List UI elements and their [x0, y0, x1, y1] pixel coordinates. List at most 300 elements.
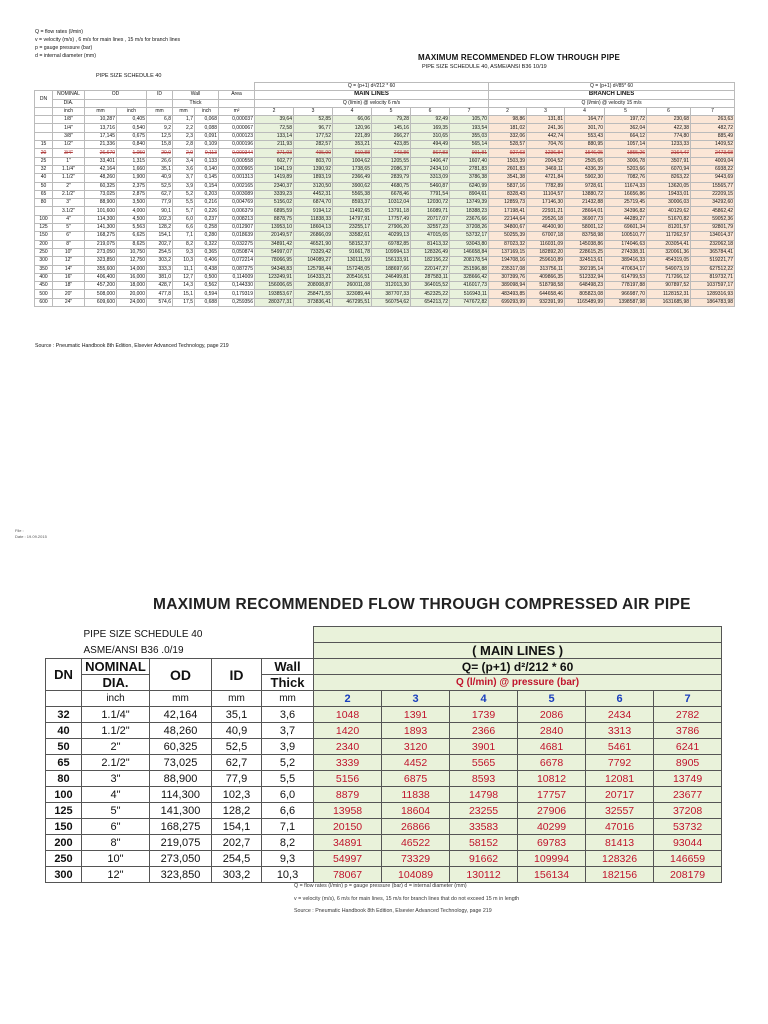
image-table-cell: 3,7	[262, 723, 314, 739]
table-row	[35, 190, 735, 198]
table-cell: 9,3	[173, 248, 195, 256]
table-cell: 21432,88	[565, 199, 605, 207]
table-cell: 20"	[53, 290, 85, 298]
image-table-row	[46, 851, 722, 867]
table-cell: 3313,09	[411, 174, 450, 182]
table-cell: 3.1/2"	[53, 207, 85, 215]
table-cell: 92801,79	[691, 224, 735, 232]
image-table-cell: 3120	[382, 739, 450, 755]
table-cell: 20,000	[117, 290, 147, 298]
image-table-cell: 7,1	[262, 819, 314, 835]
image-table-cell: 13958	[314, 803, 382, 819]
img-h-wall: Wall	[262, 659, 314, 675]
table-cell: 362,04	[605, 124, 647, 132]
image-table-cell: 40,9	[212, 723, 262, 739]
img-h-thick: Thick	[262, 675, 314, 691]
u-inch: inch	[53, 107, 85, 115]
table-cell: 100510,77	[605, 232, 647, 240]
table-cell: 574,6	[147, 298, 173, 306]
table-cell: 353,21	[333, 141, 372, 149]
image-table-cell: 54997	[314, 851, 382, 867]
table-cell: 221,89	[333, 132, 372, 140]
u-area: m²	[219, 107, 255, 115]
table-cell: 483493,85	[489, 290, 527, 298]
table-cell: 25719,45	[605, 199, 647, 207]
table-cell: 282,57	[294, 141, 333, 149]
image-table-cell: 20717	[586, 787, 654, 803]
table-cell: 109994,13	[372, 248, 411, 256]
image-table-cell: 40299	[518, 819, 586, 835]
table-cell: 400	[35, 273, 53, 281]
image-table-cell: 4452	[382, 755, 450, 771]
image-table-cell: 2840	[518, 723, 586, 739]
schedule-label: PIPE SIZE SCHEDULE 40	[96, 73, 162, 79]
img-sched1: PIPE SIZE SCHEDULE 40	[83, 629, 203, 640]
branch-sub: Q (l/min) @ velocity 15 m/s	[489, 99, 735, 107]
img-u-mm3: mm	[262, 691, 314, 707]
image-table-cell: 5,2	[262, 755, 314, 771]
table-cell: 4009,04	[691, 157, 735, 165]
table-cell: 137169,15	[489, 248, 527, 256]
table-cell: 47015,65	[411, 232, 450, 240]
table-cell: 15,1	[173, 290, 195, 298]
table-cell: 19433,01	[647, 190, 691, 198]
table-cell: 35,1	[147, 165, 173, 173]
image-table-row	[46, 803, 722, 819]
image-table-cell: 3313	[586, 723, 654, 739]
table-cell: 104089,27	[294, 257, 333, 265]
table-cell: 0,140	[195, 165, 219, 173]
table-cell: 200	[35, 240, 53, 248]
h-thick: Thick	[173, 99, 219, 107]
table-cell: 7791,54	[411, 190, 450, 198]
table-cell: 1738,65	[333, 165, 372, 173]
table-cell: 78066,95	[255, 257, 294, 265]
table-cell: 29526,18	[527, 215, 565, 223]
image-table-cell: 4"	[82, 787, 150, 803]
table-cell: 16"	[53, 273, 85, 281]
image-table-cell: 65	[46, 755, 82, 771]
note-d: d = internal diameter (mm)	[35, 53, 96, 59]
image-table-cell: 250	[46, 851, 82, 867]
image-table-cell: 69783	[518, 835, 586, 851]
table-cell: 8878,75	[255, 215, 294, 223]
image-table-row	[46, 755, 722, 771]
table-cell: 203054,41	[647, 240, 691, 248]
image-table-cell: 3901	[450, 739, 518, 755]
image-table-cell: 52,5	[212, 739, 262, 755]
table-cell: 477,8	[147, 290, 173, 298]
table-cell: 2505,65	[565, 157, 605, 165]
table-cell: 1.1/4"	[53, 165, 85, 173]
table-cell: 428,7	[147, 282, 173, 290]
table-cell: 778197,88	[605, 282, 647, 290]
table-cell: 120,96	[333, 124, 372, 132]
main-pressure-5: 5	[372, 107, 411, 115]
table-cell: 83758,98	[565, 232, 605, 240]
table-cell: 2434,10	[411, 165, 450, 173]
image-table-cell: 32	[46, 707, 82, 723]
table-cell: 40,9	[147, 174, 173, 182]
table-cell: 16,000	[117, 273, 147, 281]
table-cell: 0,259356	[219, 298, 255, 306]
table-cell: 101,600	[85, 207, 117, 215]
image-table-cell: 3339	[314, 755, 382, 771]
table-cell: 197,72	[605, 116, 647, 124]
table-cell: 2004,52	[527, 157, 565, 165]
table-cell: 211,93	[255, 141, 294, 149]
embedded-table-image	[45, 626, 721, 881]
table-cell: 5565,38	[333, 190, 372, 198]
image-table-cell: 35,1	[212, 707, 262, 723]
table-cell: 8263,22	[647, 174, 691, 182]
table-cell: 747672,82	[450, 298, 489, 306]
table-cell: 6678,46	[372, 190, 411, 198]
table-cell: 1893,19	[294, 174, 333, 182]
h-id: ID	[147, 91, 173, 99]
table-cell: 230,68	[647, 116, 691, 124]
image-table-cell: 6,0	[262, 787, 314, 803]
image-table-cell: 12"	[82, 867, 150, 883]
table-cell: 323,850	[85, 257, 117, 265]
table-cell: 8,625	[117, 240, 147, 248]
table-cell: 743,86	[372, 149, 411, 157]
img-formula: Q= (p+1) d²/212 * 60	[314, 659, 722, 675]
table-cell: 22144,64	[489, 215, 527, 223]
caption-3: Source : Pneumatic Handbook 8th Edition, Elsevier Advanced Technology, page 219	[294, 908, 492, 914]
table-cell: 220147,27	[411, 265, 450, 273]
table-cell: 15	[35, 141, 53, 149]
img-h-od: OD	[150, 659, 212, 691]
image-table-cell: 200	[46, 835, 82, 851]
table-cell: 867,83	[411, 149, 450, 157]
table-cell: 1,050	[117, 149, 147, 157]
main-pressure-4: 4	[333, 107, 372, 115]
table-cell: 1607,40	[450, 157, 489, 165]
image-table-cell: 62,7	[212, 755, 262, 771]
table-cell: 21,336	[85, 141, 117, 149]
img-pressure-6: 6	[586, 691, 654, 707]
table-cell: 0,113	[195, 149, 219, 157]
image-table-cell: 5565	[450, 755, 518, 771]
table-cell: 11838,33	[294, 215, 333, 223]
table-cell: 333,3	[147, 265, 173, 273]
table-cell: 73,025	[85, 190, 117, 198]
img-h-id: ID	[212, 659, 262, 691]
table-cell: 92,49	[411, 116, 450, 124]
image-table-cell: 6,6	[262, 803, 314, 819]
table-cell: 0,000067	[219, 124, 255, 132]
table-cell: 416017,73	[450, 282, 489, 290]
table-cell: 141,300	[85, 224, 117, 232]
image-table-cell: 154,1	[212, 819, 262, 835]
table-cell: 6895,59	[255, 207, 294, 215]
image-table-cell: 1420	[314, 723, 382, 739]
sheet-title: MAXIMUM RECOMMENDED FLOW THROUGH PIPE	[418, 53, 621, 62]
image-table-cell: 26866	[382, 819, 450, 835]
table-row	[35, 290, 735, 298]
table-cell: 182156,22	[411, 257, 450, 265]
table-cell: 0,091	[195, 132, 219, 140]
image-table-cell: 3"	[82, 771, 150, 787]
table-cell: 3,500	[117, 199, 147, 207]
table-cell: 5,563	[117, 224, 147, 232]
table-row	[35, 265, 735, 273]
table-cell: 219,075	[85, 240, 117, 248]
table-cell: 4,000	[117, 207, 147, 215]
table-cell: 300	[35, 257, 53, 265]
table-cell: 4"	[53, 215, 85, 223]
image-table-cell: 3,9	[262, 739, 314, 755]
table-cell: 0,000123	[219, 132, 255, 140]
table-cell: 145,16	[372, 124, 411, 132]
img-main-lines: ( MAIN LINES )	[314, 643, 722, 659]
image-table-cell: 3786	[654, 723, 722, 739]
table-cell: 2,875	[117, 190, 147, 198]
table-cell: 880,95	[565, 141, 605, 149]
table-cell: 3786,38	[450, 174, 489, 182]
table-cell: 805823,08	[565, 290, 605, 298]
table-cell: 512332,94	[565, 273, 605, 281]
table-cell: 3900,62	[333, 182, 372, 190]
table-cell: 614799,53	[605, 273, 647, 281]
table-cell: 8593,37	[333, 199, 372, 207]
table-cell: 0,068	[195, 116, 219, 124]
table-cell: 16656,86	[605, 190, 647, 198]
image-table-cell: 60,325	[150, 739, 212, 755]
table-cell: 5902,30	[565, 174, 605, 182]
table-cell: 10,287	[85, 116, 117, 124]
table-cell: 2,9	[173, 149, 195, 157]
image-table-cell: 46522	[382, 835, 450, 851]
table-cell: 0,001313	[219, 174, 255, 182]
table-cell: 20717,07	[411, 215, 450, 223]
image-table-cell: 1739	[450, 707, 518, 723]
image-title: MAXIMUM RECOMMENDED FLOW THROUGH COMPRESSED AIR PIPE	[153, 596, 691, 613]
table-cell: 1.1/2"	[53, 174, 85, 182]
table-cell: 15,8	[147, 141, 173, 149]
table-cell: 0,032275	[219, 240, 255, 248]
image-table-cell: 13749	[654, 771, 722, 787]
table-cell: 0,008213	[219, 215, 255, 223]
table-cell: 0,594	[195, 290, 219, 298]
image-table-cell: 2434	[586, 707, 654, 723]
h-area: Area	[219, 91, 255, 99]
image-table-cell: 219,075	[150, 835, 212, 851]
table-cell: 72,58	[255, 124, 294, 132]
image-table-cell: 23255	[450, 803, 518, 819]
table-row	[35, 215, 735, 223]
image-table-cell: 50	[46, 739, 82, 755]
table-cell: 3541,38	[489, 174, 527, 182]
table-cell: 0,405	[117, 116, 147, 124]
table-cell: 1855,26	[605, 149, 647, 157]
main-pressure-6: 6	[411, 107, 450, 115]
table-cell: 819732,71	[691, 273, 735, 281]
table-cell: 500	[35, 290, 53, 298]
table-cell: 235317,08	[489, 265, 527, 273]
image-captions	[294, 880, 519, 918]
table-cell: 774,80	[647, 132, 691, 140]
table-cell: 23676,66	[450, 215, 489, 223]
image-table-cell: 4681	[518, 739, 586, 755]
image-table-cell: 6241	[654, 739, 722, 755]
table-cell: 0,018639	[219, 232, 255, 240]
image-table-cell: 5,5	[262, 771, 314, 787]
table-cell: 885,49	[691, 132, 735, 140]
table-cell: 11104,57	[527, 190, 565, 198]
table-cell: 263,63	[691, 116, 735, 124]
table-cell: 28664,01	[565, 207, 605, 215]
table-cell: 266,27	[372, 132, 411, 140]
table-cell: 44289,27	[605, 215, 647, 223]
table-cell: 565,14	[450, 141, 489, 149]
table-cell: 6938,22	[691, 165, 735, 173]
table-cell: 79,28	[372, 116, 411, 124]
img-u-inch: inch	[82, 691, 150, 707]
table-cell: 194708,16	[489, 257, 527, 265]
table-cell: 0,144330	[219, 282, 255, 290]
table-cell: 6"	[53, 232, 85, 240]
branch-pressure-3: 3	[527, 107, 565, 115]
table-cell: 423,85	[372, 141, 411, 149]
date-label: Date : 19.09.2015	[15, 534, 47, 539]
table-cell: 528,57	[489, 141, 527, 149]
table-cell: 0,114009	[219, 273, 255, 281]
table-cell: 156006,65	[255, 282, 294, 290]
table-cell: 48,260	[85, 174, 117, 182]
table-cell: 328666,42	[450, 273, 489, 281]
table-cell: 5156,02	[255, 199, 294, 207]
flow-table	[34, 82, 735, 307]
table-cell: 0,322	[195, 240, 219, 248]
table-cell: 0,145	[195, 174, 219, 182]
table-cell: 0,088	[195, 124, 219, 132]
table-cell: 145038,86	[565, 240, 605, 248]
table-cell: 62,7	[147, 190, 173, 198]
image-table-cell: 1893	[382, 723, 450, 739]
table-cell: 0,133	[195, 157, 219, 165]
table-cell: 1409,52	[691, 141, 735, 149]
table-cell: 2086,37	[372, 165, 411, 173]
table-cell: 7082,76	[605, 174, 647, 182]
table-cell: 26,6	[147, 157, 173, 165]
image-table-cell: 7792	[586, 755, 654, 771]
main-pressure-3: 3	[294, 107, 333, 115]
table-cell: 208178,54	[450, 257, 489, 265]
main-lines-label: MAIN LINES	[255, 91, 489, 99]
table-cell: 452325,22	[411, 290, 450, 298]
table-cell: 966987,70	[605, 290, 647, 298]
table-cell: 102,3	[147, 215, 173, 223]
sheet-subtitle: PIPE SIZE SCHEDULE 40, ASME/ANSI B36 10/19	[422, 64, 547, 70]
table-cell: 6,8	[147, 116, 173, 124]
table-cell: 2473,68	[691, 149, 735, 157]
table-cell: 332,06	[489, 132, 527, 140]
h-dn: DN	[35, 91, 53, 108]
image-table-cell: 5156	[314, 771, 382, 787]
table-cell: 0,840	[117, 141, 147, 149]
u-mm2: mm	[147, 107, 173, 115]
definitions-notes	[35, 28, 180, 60]
image-table-cell: 323,850	[150, 867, 212, 883]
table-cell: 932391,99	[527, 298, 565, 306]
table-cell: 81201,57	[647, 224, 691, 232]
image-table-cell: 48,260	[150, 723, 212, 739]
image-table-cell: 104089	[382, 867, 450, 883]
table-cell: 33582,61	[333, 232, 372, 240]
table-cell: 46521,90	[294, 240, 333, 248]
caption-2: v = velocity (m/s), 6 m/s for main lines, 15 m/s for branch lines that do not exceed 15 m in length	[294, 895, 520, 902]
table-cell: 6874,70	[294, 199, 333, 207]
table-cell: 8328,43	[489, 190, 527, 198]
table-cell: 1398587,98	[605, 298, 647, 306]
table-cell: 6,625	[117, 232, 147, 240]
table-cell: 495,90	[294, 149, 333, 157]
img-u-mm: mm	[150, 691, 212, 707]
image-table-cell: 303,2	[212, 867, 262, 883]
table-cell: 927,63	[489, 149, 527, 157]
table-cell: 704,76	[527, 141, 565, 149]
image-table-cell: 109994	[518, 851, 586, 867]
table-cell: 0,365	[195, 248, 219, 256]
image-table-cell: 125	[46, 803, 82, 819]
table-cell: 2340,37	[255, 182, 294, 190]
table-cell: 116031,09	[527, 240, 565, 248]
table-cell: 2781,83	[450, 165, 489, 173]
table-cell: 324513,61	[565, 257, 605, 265]
table-cell: 381,0	[147, 273, 173, 281]
table-row	[35, 232, 735, 240]
table-cell: 246499,81	[372, 273, 411, 281]
source-note: Source : Pneumatic Handbook 8th Edition, Elsevier Advanced Technology, page 219	[35, 343, 229, 349]
table-cell: 10,3	[173, 257, 195, 265]
image-table-cell: 73329	[382, 851, 450, 867]
branch-pressure-6: 6	[647, 107, 691, 115]
image-table-cell: 53732	[654, 819, 722, 835]
table-cell: 7782,89	[527, 182, 565, 190]
branch-pressure-7: 7	[691, 107, 735, 115]
table-row	[35, 132, 735, 140]
table-cell: 34800,67	[489, 224, 527, 232]
table-cell: 93043,80	[450, 240, 489, 248]
table-row	[35, 141, 735, 149]
table-cell: 3,6	[173, 165, 195, 173]
branch-formula: Q = (p+1) d²/85* 60	[489, 83, 735, 91]
table-cell: 371,93	[255, 149, 294, 157]
table-cell: 1233,33	[647, 141, 691, 149]
u-inch3: inch	[195, 107, 219, 115]
table-cell: 232062,18	[691, 240, 735, 248]
table-cell: 2601,83	[489, 165, 527, 173]
image-table-row	[46, 739, 722, 755]
table-cell: 287583,11	[411, 273, 450, 281]
table-cell: 50	[35, 182, 53, 190]
table-cell: 442,74	[527, 132, 565, 140]
table-cell: 8904,61	[450, 190, 489, 198]
image-table-cell: 1391	[382, 707, 450, 723]
table-cell: 1/4"	[53, 124, 85, 132]
table-cell: 409866,35	[527, 273, 565, 281]
image-table-cell: 73,025	[150, 755, 212, 771]
table-cell: 0,109	[195, 141, 219, 149]
table-row	[35, 240, 735, 248]
table-cell: 0,688	[195, 298, 219, 306]
table-cell: 90,1	[147, 207, 173, 215]
image-table-cell: 32557	[586, 803, 654, 819]
table-cell: 0,000037	[219, 116, 255, 124]
table-cell: 13953,10	[255, 224, 294, 232]
